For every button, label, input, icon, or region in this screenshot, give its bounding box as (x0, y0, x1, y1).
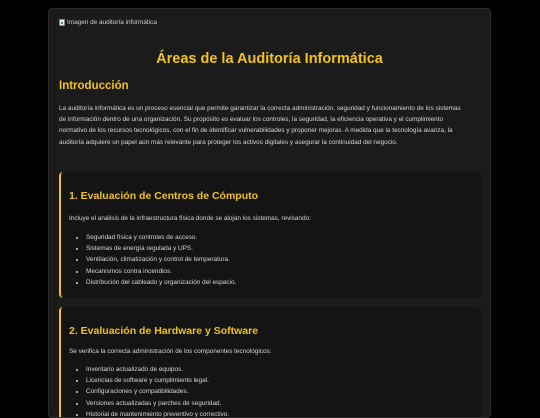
page-title: Áreas de la Auditoría Informática (156, 51, 383, 67)
intro-heading: Introducción (59, 80, 129, 92)
list-item: • Ventilación, climatización y control de temperatura. (86, 254, 236, 265)
section-centros-computo (59, 172, 481, 298)
section-intro-text: Incluye el análisis de la infraestructura física donde se alojan los sistemas, revisando: (69, 215, 311, 222)
section-list (79, 364, 229, 418)
list-item: • Historial de mantenimiento preventivo y correctivo. (86, 409, 229, 418)
list-item: • Distribución del cableado y organización del espacio. (86, 277, 236, 288)
section-heading: 1. Evaluación de Centros de Cómputo (69, 190, 259, 202)
section-intro-text: Se verifica la correcta administración de los componentes tecnológicos: (69, 348, 272, 355)
section-heading: 2. Evaluación de Hardware y Software (69, 325, 259, 337)
section-list (79, 232, 236, 288)
header-image (59, 19, 157, 26)
document-card (48, 8, 491, 418)
broken-image-icon (59, 19, 65, 26)
intro-paragraph: La auditoría informática es un proceso esencial que permite garantizar la correcta administración, seguridad y funcionamiento de los sistemas de información dentro de una organización. Su propósito es evaluar los controles, la seguridad, la eficiencia operativa y el cumplimiento normativo de los recursos tecnológicos, con el fin de identificar vulnerabilidades y proponer mejoras. A medida que la tecnología avanza, la auditoría adquiere un papel aún más relevante para proteger los activos digitales y asegurar la continuidad del negocio. (59, 105, 461, 146)
section-hardware-software (59, 307, 481, 418)
list-item: • Sistemas de energía regulada y UPS. (86, 243, 236, 254)
list-item: • Mecanismos contra incendios. (86, 266, 236, 277)
list-item: • Configuraciones y compatibilidades. (86, 386, 229, 397)
list-item: • Seguridad física y controles de acceso. (86, 232, 236, 243)
list-item: • Versiones actualizadas y parches de seguridad. (86, 398, 229, 409)
image-alt-text: Imagen de auditoría informática (67, 19, 157, 26)
list-item: • Inventario actualizado de equipos. (86, 364, 229, 375)
list-item: • Licencias de software y cumplimiento legal. (86, 375, 229, 386)
